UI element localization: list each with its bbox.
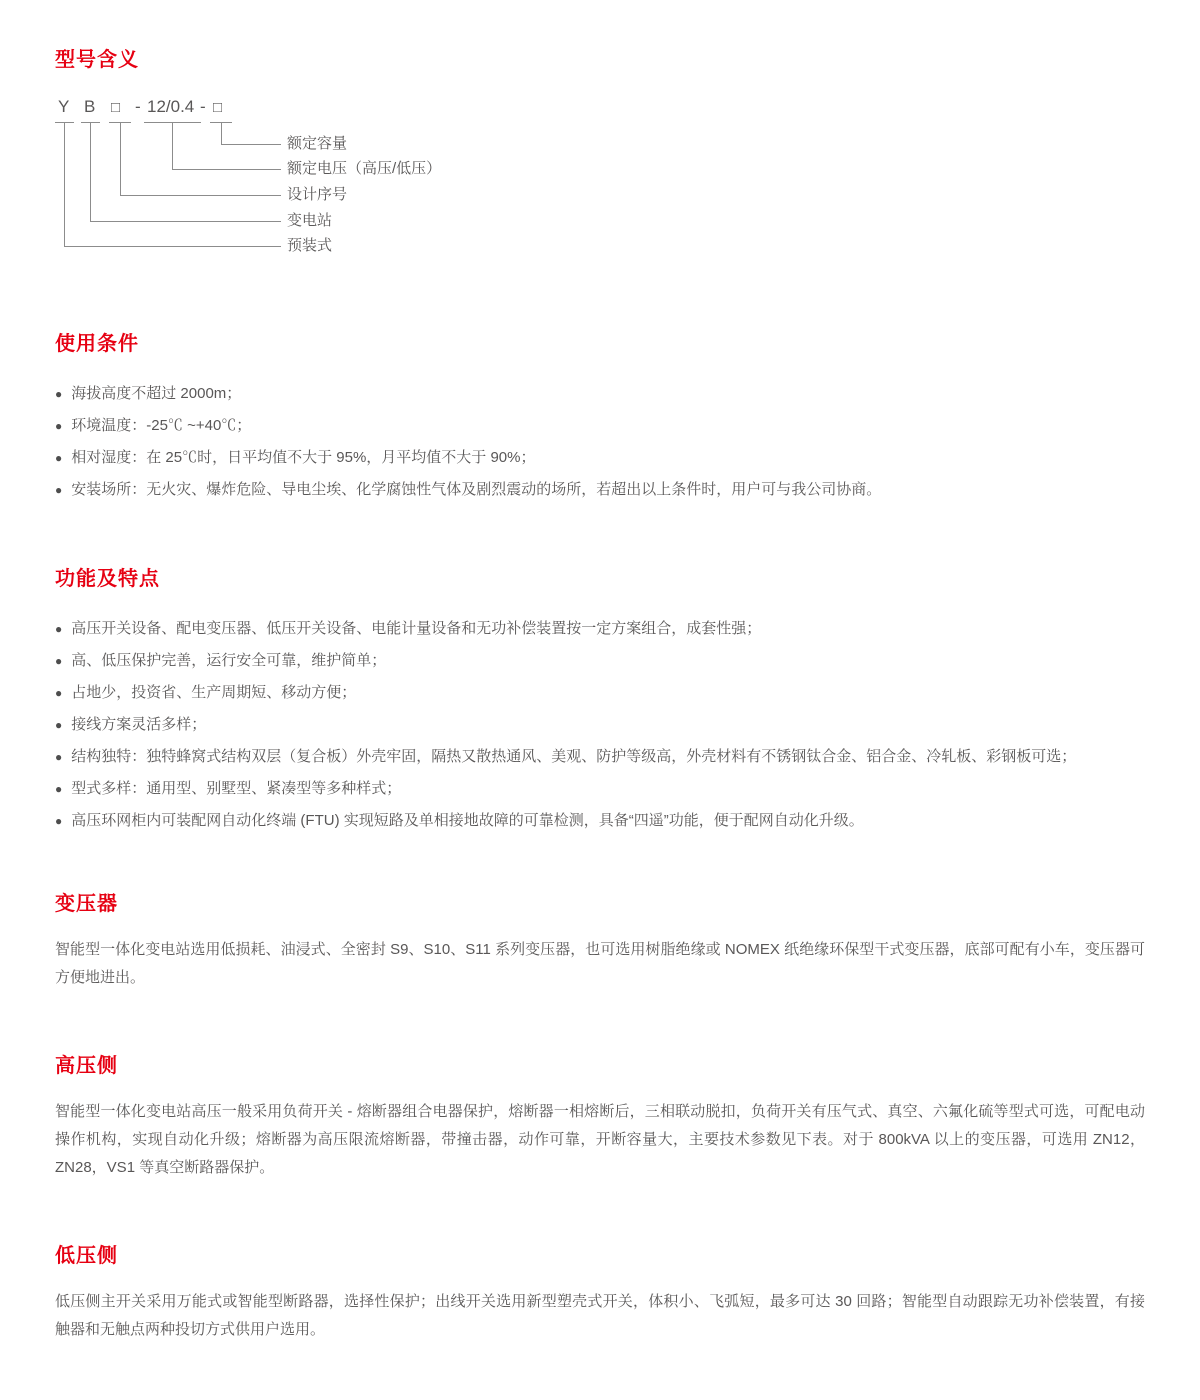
list-item (55, 773, 1145, 805)
list-item-text: 环境温度：-25℃ ~+40℃； (71, 417, 252, 434)
bullet-icon: ● (55, 686, 63, 700)
model-code-dash: - (200, 97, 206, 116)
list-item (55, 805, 1145, 837)
list-item-text: 占地少，投资省、生产周期短、移动方便； (71, 684, 357, 701)
transformer-paragraph: 智能型一体化变电站选用低损耗、油浸式、全密封 S9、S10、S11 系列变压器，也可选用树脂绝缘或 NOMEX 纸绝缘环保型干式变压器，底部可配有小车，变压器可方便地进出。 (55, 941, 1145, 986)
diagram-line (221, 144, 281, 145)
lv-side-paragraph: 低压侧主开关采用万能式或智能型断路器，选择性保护；出线开关选用新型塑壳式开关，体积小、飞弧短，最多可达 30 回路；智能型自动跟踪无功补偿装置，有接触器和无触点两种投切方式供用户选用。 (55, 1293, 1145, 1338)
list-item (55, 613, 1145, 645)
list-item-text: 结构独特：独特蜂窝式结构双层（复合板）外壳牢固，隔热又散热通风、美观、防护等级高，外壳材料有不锈钢钛合金、铝合金、冷轧板、彩钢板可选； (71, 748, 1077, 765)
list-item-text: 高压开关设备、配电变压器、低压开关设备、电能计量设备和无功补偿装置按一定方案组合，成套性强； (71, 620, 762, 637)
diagram-line (90, 122, 91, 221)
bullet-icon: ● (55, 451, 63, 465)
list-item (55, 474, 1145, 506)
diagram-line (172, 169, 281, 170)
diagram-line (90, 221, 281, 222)
list-item-text: 相对湿度：在 25℃时，日平均值不大于 95%，月平均值不大于 90%； (71, 449, 536, 466)
usage-conditions-list (55, 378, 1145, 506)
list-item (55, 709, 1145, 741)
list-item (55, 442, 1145, 474)
model-code-voltage: 12/0.4 (147, 97, 195, 116)
diagram-label-substation: 变电站 (287, 212, 333, 229)
bullet-icon: ● (55, 622, 63, 636)
diagram-label-rated-voltage: 额定电压（高压/低压） (287, 160, 442, 177)
section-title-features: 功能及特点 (55, 568, 160, 590)
model-code-substation: B (84, 97, 96, 116)
model-designation-diagram (55, 98, 1145, 270)
diagram-label-prefabricated: 预装式 (287, 237, 333, 254)
list-item (55, 677, 1145, 709)
diagram-line (172, 122, 173, 169)
bullet-icon: ● (55, 782, 63, 796)
list-item-text: 接线方案灵活多样； (71, 716, 207, 733)
section-title-model: 型号含义 (55, 49, 139, 71)
bullet-icon: ● (55, 750, 63, 764)
bullet-icon: ● (55, 654, 63, 668)
list-item (55, 410, 1145, 442)
diagram-label-design-serial: 设计序号 (287, 186, 348, 203)
section-title-lv-side: 低压侧 (55, 1245, 118, 1267)
bullet-icon: ● (55, 814, 63, 828)
diagram-line (120, 195, 281, 196)
bullet-icon: ● (55, 387, 63, 401)
list-item (55, 741, 1145, 773)
features-list (55, 613, 1145, 837)
list-item-text: 高、低压保护完善，运行安全可靠，维护简单； (71, 652, 387, 669)
list-item-text: 高压环网柜内可装配网自动化终端 (FTU) 实现短路及单相接地故障的可靠检测，具备“四遥”功能，便于配网自动化升级。 (71, 812, 864, 829)
model-code-dash: - (135, 97, 141, 116)
model-code-prefab: Y (58, 97, 70, 116)
section-title-hv-side: 高压侧 (55, 1055, 118, 1077)
list-item-text: 型式多样：通用型、别墅型、紧凑型等多种样式； (71, 780, 402, 797)
section-title-transformer: 变压器 (55, 893, 118, 915)
list-item (55, 378, 1145, 410)
diagram-line (221, 122, 222, 144)
list-item-text: 海拔高度不超过 2000m； (71, 385, 242, 402)
model-code-design-box: □ (111, 99, 121, 116)
diagram-line (64, 246, 281, 247)
bullet-icon: ● (55, 718, 63, 732)
section-title-usage-conditions: 使用条件 (55, 333, 139, 355)
model-code-capacity-box: □ (213, 99, 223, 116)
list-item-text: 安装场所：无火灾、爆炸危险、导电尘埃、化学腐蚀性气体及剧烈震动的场所，若超出以上条件时，用户可与我公司协商。 (71, 481, 882, 498)
hv-side-paragraph: 智能型一体化变电站高压一般采用负荷开关 - 熔断器组合电器保护，熔断器一相熔断后，三相联动脱扣，负荷开关有压气式、真空、六氟化硫等型式可选，可配电动操作机构，实现自动化升级；熔断器为高压限流熔断器，带撞击器，动作可靠，开断容量大，主要技术参数见下表。对于 800kVA 以上的变压器，可选用 ZN12， ZN28，VS1 等真空断路器保护。 (55, 1103, 1145, 1176)
bullet-icon: ● (55, 419, 63, 433)
diagram-line (120, 122, 121, 195)
bullet-icon: ● (55, 483, 63, 497)
diagram-label-rated-capacity: 额定容量 (287, 135, 348, 152)
list-item (55, 645, 1145, 677)
diagram-line (64, 122, 65, 246)
